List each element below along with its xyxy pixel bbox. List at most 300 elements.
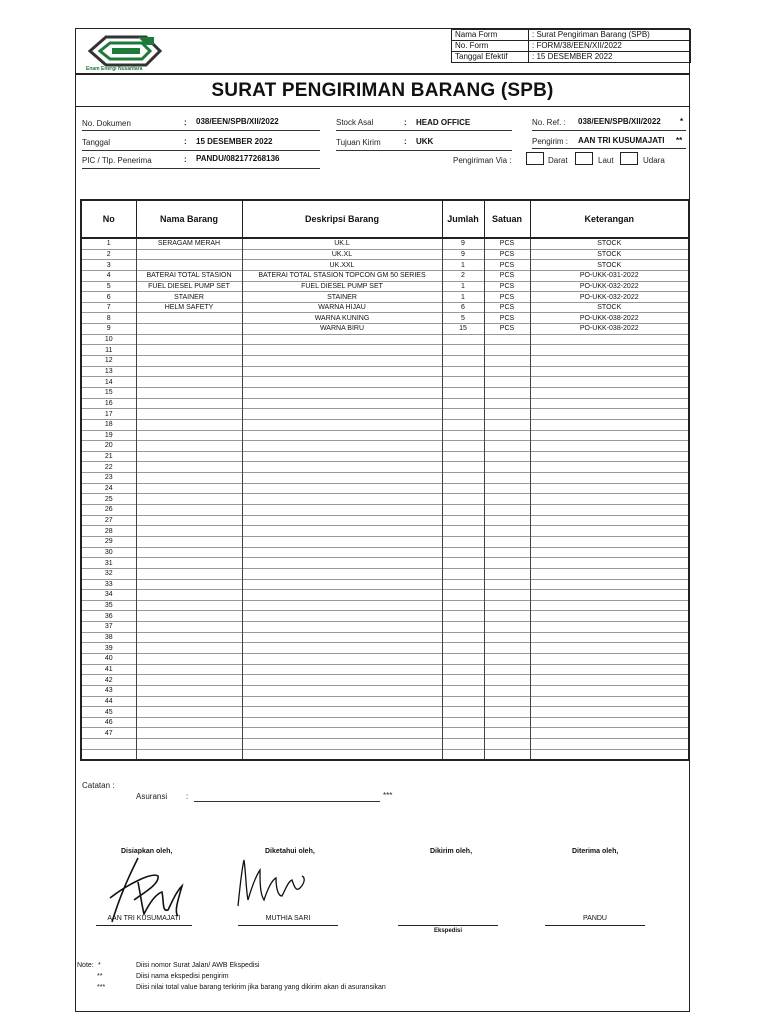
colon: :	[404, 118, 407, 127]
cell-satuan	[484, 600, 530, 611]
table-row	[81, 451, 689, 462]
cell-keterangan	[530, 451, 689, 462]
cell-jumlah	[442, 377, 484, 388]
cell-nama-barang: STAINER	[136, 292, 242, 303]
cell-nama-barang	[136, 419, 242, 430]
table-row	[81, 611, 689, 622]
cell-no: 33	[81, 579, 136, 590]
cell-no: 30	[81, 547, 136, 558]
table-row	[81, 547, 689, 558]
cell-nama-barang	[136, 728, 242, 739]
title-divider-bottom	[75, 106, 690, 107]
cell-keterangan	[530, 590, 689, 601]
cell-deskripsi	[242, 632, 442, 643]
cell-jumlah	[442, 685, 484, 696]
cell-deskripsi: UK.XL	[242, 249, 442, 260]
cell-satuan	[484, 505, 530, 516]
cell-nama-barang: BATERAI TOTAL STASION	[136, 270, 242, 281]
cell-deskripsi	[242, 419, 442, 430]
cell-deskripsi	[242, 473, 442, 484]
stock-asal-value: HEAD OFFICE	[416, 118, 471, 127]
cell-jumlah: 2	[442, 270, 484, 281]
cell-keterangan	[530, 568, 689, 579]
cell-no: 36	[81, 611, 136, 622]
cell-deskripsi	[242, 728, 442, 739]
table-row	[81, 536, 689, 547]
cell-deskripsi	[242, 664, 442, 675]
col-header-deskripsi: Deskripsi Barang	[242, 200, 442, 238]
note-text-1: Diisi nomor Surat Jalan/ AWB Ekspedisi	[136, 962, 260, 969]
cell-no: 39	[81, 643, 136, 654]
note-text-2: Diisi nama ekspedisi pengirim	[136, 973, 229, 980]
no-dokumen-value: 038/EEN/SPB/XII/2022	[196, 117, 279, 126]
cell-keterangan	[530, 526, 689, 537]
cell-keterangan: PO-UKK-032-2022	[530, 281, 689, 292]
cell-no	[81, 749, 136, 760]
cell-keterangan	[530, 675, 689, 686]
cell-nama-barang	[136, 579, 242, 590]
tujuan-kirim-value: UKK	[416, 137, 434, 146]
colon: :	[404, 137, 407, 146]
cell-nama-barang	[136, 717, 242, 728]
cell-keterangan	[530, 728, 689, 739]
colon: :	[184, 118, 187, 127]
cell-nama-barang	[136, 313, 242, 324]
cell-keterangan	[530, 749, 689, 760]
cell-keterangan: PO-UKK-038-2022	[530, 313, 689, 324]
form-info-label: No. Form	[452, 41, 529, 52]
cell-keterangan	[530, 494, 689, 505]
cell-nama-barang	[136, 536, 242, 547]
form-info-table	[451, 29, 691, 63]
cell-deskripsi	[242, 430, 442, 441]
table-row	[81, 324, 689, 335]
table-row	[81, 632, 689, 643]
cell-nama-barang	[136, 494, 242, 505]
table-row	[81, 366, 689, 377]
cell-jumlah	[442, 366, 484, 377]
table-row	[81, 483, 689, 494]
cell-keterangan: STOCK	[530, 260, 689, 271]
cell-nama-barang	[136, 334, 242, 345]
cell-deskripsi: BATERAI TOTAL STASION TOPCON GM 50 SERIES	[242, 270, 442, 281]
cell-deskripsi	[242, 462, 442, 473]
cell-no: 7	[81, 302, 136, 313]
cell-satuan	[484, 451, 530, 462]
cell-deskripsi	[242, 536, 442, 547]
cell-satuan	[484, 441, 530, 452]
cell-keterangan	[530, 685, 689, 696]
table-row	[81, 622, 689, 633]
pengirim-label: Pengirim :	[532, 137, 569, 146]
table-row	[81, 653, 689, 664]
dikirim-title: Dikirim oleh,	[430, 848, 473, 855]
cell-keterangan: PO-UKK-032-2022	[530, 292, 689, 303]
table-row	[81, 558, 689, 569]
cell-deskripsi	[242, 366, 442, 377]
cell-nama-barang	[136, 451, 242, 462]
cell-satuan: PCS	[484, 292, 530, 303]
cell-nama-barang	[136, 558, 242, 569]
laut-label: Laut	[598, 156, 614, 165]
cell-satuan	[484, 356, 530, 367]
cell-satuan	[484, 558, 530, 569]
cell-deskripsi: WARNA BIRU	[242, 324, 442, 335]
cell-jumlah	[442, 430, 484, 441]
cell-satuan	[484, 643, 530, 654]
pic-label: PIC / Tlp. Penerima	[82, 156, 152, 165]
cell-deskripsi	[242, 558, 442, 569]
cell-jumlah	[442, 387, 484, 398]
cell-satuan	[484, 462, 530, 473]
cell-satuan	[484, 664, 530, 675]
cell-keterangan: STOCK	[530, 238, 689, 249]
cell-deskripsi: WARNA HIJAU	[242, 302, 442, 313]
cell-jumlah	[442, 547, 484, 558]
cell-jumlah	[442, 653, 484, 664]
cell-deskripsi: UK.L	[242, 238, 442, 249]
cell-deskripsi	[242, 409, 442, 420]
cell-deskripsi	[242, 579, 442, 590]
cell-deskripsi	[242, 600, 442, 611]
cell-no: 42	[81, 675, 136, 686]
cell-jumlah: 6	[442, 302, 484, 313]
cell-jumlah	[442, 696, 484, 707]
cell-satuan	[484, 366, 530, 377]
cell-deskripsi	[242, 622, 442, 633]
form-info-row	[452, 52, 691, 63]
cell-nama-barang	[136, 526, 242, 537]
cell-keterangan	[530, 622, 689, 633]
cell-no: 3	[81, 260, 136, 271]
cell-satuan	[484, 419, 530, 430]
cell-keterangan	[530, 632, 689, 643]
cell-jumlah: 1	[442, 292, 484, 303]
cell-nama-barang	[136, 356, 242, 367]
cell-nama-barang	[136, 260, 242, 271]
cell-satuan	[484, 568, 530, 579]
col-header-nama-barang: Nama Barang	[136, 200, 242, 238]
cell-keterangan	[530, 473, 689, 484]
cell-no: 35	[81, 600, 136, 611]
cell-no: 14	[81, 377, 136, 388]
table-row	[81, 441, 689, 452]
cell-satuan: PCS	[484, 270, 530, 281]
cell-keterangan: STOCK	[530, 302, 689, 313]
cell-jumlah	[442, 398, 484, 409]
table-row	[81, 749, 689, 760]
cell-deskripsi	[242, 643, 442, 654]
cell-deskripsi	[242, 356, 442, 367]
cell-nama-barang	[136, 547, 242, 558]
cell-nama-barang	[136, 590, 242, 601]
cell-deskripsi	[242, 377, 442, 388]
darat-checkbox[interactable]	[526, 152, 544, 165]
cell-deskripsi	[242, 739, 442, 750]
cell-jumlah	[442, 739, 484, 750]
table-row	[81, 685, 689, 696]
table-row	[81, 590, 689, 601]
cell-satuan	[484, 675, 530, 686]
note-mark-2: **	[97, 973, 103, 980]
cell-deskripsi	[242, 611, 442, 622]
cell-nama-barang	[136, 622, 242, 633]
asuransi-mark: ***	[383, 791, 393, 800]
col-header-keterangan: Keterangan	[530, 200, 689, 238]
note-label: Note:	[77, 962, 94, 969]
cell-jumlah	[442, 473, 484, 484]
diketahui-title: Diketahui oleh,	[265, 848, 315, 855]
cell-satuan	[484, 632, 530, 643]
cell-jumlah	[442, 664, 484, 675]
table-row	[81, 579, 689, 590]
laut-checkbox[interactable]	[575, 152, 593, 165]
cell-no: 46	[81, 717, 136, 728]
cell-satuan	[484, 536, 530, 547]
table-row	[81, 356, 689, 367]
disiapkan-title: Disiapkan oleh,	[121, 848, 173, 855]
table-row	[81, 728, 689, 739]
cell-nama-barang	[136, 696, 242, 707]
cell-keterangan	[530, 377, 689, 388]
udara-checkbox[interactable]	[620, 152, 638, 165]
table-row	[81, 643, 689, 654]
cell-no: 29	[81, 536, 136, 547]
no-dokumen-label: No. Dokumen	[82, 119, 131, 128]
cell-no: 1	[81, 238, 136, 249]
cell-deskripsi	[242, 451, 442, 462]
cell-keterangan	[530, 717, 689, 728]
cell-jumlah	[442, 558, 484, 569]
cell-keterangan	[530, 398, 689, 409]
table-row	[81, 568, 689, 579]
cell-keterangan: PO-UKK-038-2022	[530, 324, 689, 335]
cell-satuan	[484, 398, 530, 409]
cell-jumlah	[442, 728, 484, 739]
cell-no: 8	[81, 313, 136, 324]
cell-jumlah	[442, 600, 484, 611]
cell-no: 19	[81, 430, 136, 441]
cell-keterangan: STOCK	[530, 249, 689, 260]
ekspedisi-label: Ekspedisi	[433, 928, 462, 934]
cell-nama-barang: SERAGAM MERAH	[136, 238, 242, 249]
table-row	[81, 302, 689, 313]
table-row	[81, 430, 689, 441]
cell-jumlah	[442, 611, 484, 622]
cell-no: 4	[81, 270, 136, 281]
table-row	[81, 281, 689, 292]
cell-deskripsi	[242, 334, 442, 345]
cell-no: 18	[81, 419, 136, 430]
cell-nama-barang	[136, 409, 242, 420]
cell-jumlah	[442, 590, 484, 601]
cell-no	[81, 739, 136, 750]
cell-nama-barang	[136, 685, 242, 696]
cell-no: 21	[81, 451, 136, 462]
pengirim-value: AAN TRI KUSUMAJATI	[578, 136, 665, 145]
cell-no: 2	[81, 249, 136, 260]
cell-satuan	[484, 707, 530, 718]
cell-no: 45	[81, 707, 136, 718]
cell-jumlah	[442, 568, 484, 579]
tanggal-label: Tanggal	[82, 138, 111, 147]
underline	[336, 150, 512, 151]
cell-deskripsi	[242, 387, 442, 398]
cell-nama-barang	[136, 398, 242, 409]
cell-deskripsi	[242, 696, 442, 707]
table-row	[81, 675, 689, 686]
cell-nama-barang	[136, 515, 242, 526]
cell-jumlah	[442, 462, 484, 473]
cell-no: 24	[81, 483, 136, 494]
cell-jumlah: 1	[442, 281, 484, 292]
cell-satuan	[484, 622, 530, 633]
form-info-label: Nama Form	[452, 30, 529, 41]
cell-jumlah	[442, 515, 484, 526]
cell-jumlah	[442, 483, 484, 494]
cell-keterangan	[530, 707, 689, 718]
table-row	[81, 707, 689, 718]
table-row	[81, 238, 689, 249]
table-row	[81, 387, 689, 398]
cell-deskripsi: FUEL DIESEL PUMP SET	[242, 281, 442, 292]
cell-satuan	[484, 717, 530, 728]
cell-no: 37	[81, 622, 136, 633]
signature-diketahui-image	[234, 856, 310, 912]
no-ref-label: No. Ref. :	[532, 118, 566, 127]
cell-nama-barang: FUEL DIESEL PUMP SET	[136, 281, 242, 292]
cell-deskripsi	[242, 515, 442, 526]
underline	[336, 130, 512, 131]
cell-keterangan	[530, 505, 689, 516]
table-row	[81, 505, 689, 516]
cell-keterangan	[530, 653, 689, 664]
cell-jumlah	[442, 451, 484, 462]
cell-satuan	[484, 430, 530, 441]
cell-jumlah	[442, 526, 484, 537]
table-row	[81, 473, 689, 484]
asuransi-colon: :	[186, 792, 189, 801]
cell-nama-barang	[136, 707, 242, 718]
cell-jumlah	[442, 419, 484, 430]
table-row	[81, 696, 689, 707]
cell-jumlah	[442, 494, 484, 505]
cell-satuan: PCS	[484, 302, 530, 313]
cell-satuan	[484, 749, 530, 760]
cell-deskripsi	[242, 547, 442, 558]
table-row	[81, 249, 689, 260]
cell-no: 22	[81, 462, 136, 473]
cell-no: 26	[81, 505, 136, 516]
udara-label: Udara	[643, 156, 665, 165]
signature-line	[238, 925, 338, 926]
cell-deskripsi	[242, 685, 442, 696]
form-info-value: : Surat Pengiriman Barang (SPB)	[529, 30, 691, 41]
table-row	[81, 334, 689, 345]
cell-nama-barang	[136, 611, 242, 622]
cell-deskripsi	[242, 749, 442, 760]
cell-keterangan	[530, 739, 689, 750]
cell-deskripsi	[242, 526, 442, 537]
cell-no: 28	[81, 526, 136, 537]
cell-nama-barang	[136, 664, 242, 675]
cell-keterangan	[530, 547, 689, 558]
form-info-label: Tanggal Efektif	[452, 52, 529, 63]
cell-nama-barang	[136, 739, 242, 750]
cell-nama-barang	[136, 324, 242, 335]
cell-no: 5	[81, 281, 136, 292]
cell-keterangan	[530, 409, 689, 420]
cell-no: 44	[81, 696, 136, 707]
cell-jumlah	[442, 409, 484, 420]
logo-text: Enam Energi Nusantara	[86, 66, 143, 72]
cell-no: 25	[81, 494, 136, 505]
cell-deskripsi	[242, 345, 442, 356]
cell-jumlah: 9	[442, 238, 484, 249]
table-row	[81, 419, 689, 430]
cell-keterangan	[530, 558, 689, 569]
underline	[532, 130, 686, 131]
underline	[82, 150, 320, 151]
note-text-3: Diisi nilai total value barang terkirim jika barang yang dikirim akan di asuransikan	[136, 984, 386, 991]
cell-jumlah	[442, 441, 484, 452]
page-title: SURAT PENGIRIMAN BARANG (SPB)	[211, 80, 554, 101]
table-row	[81, 515, 689, 526]
signer-name-diterima: PANDU	[583, 915, 607, 922]
cell-keterangan	[530, 600, 689, 611]
cell-keterangan	[530, 462, 689, 473]
cell-nama-barang	[136, 568, 242, 579]
cell-jumlah	[442, 334, 484, 345]
cell-keterangan	[530, 696, 689, 707]
table-row	[81, 600, 689, 611]
cell-deskripsi	[242, 675, 442, 686]
cell-no: 16	[81, 398, 136, 409]
cell-deskripsi	[242, 707, 442, 718]
asuransi-field[interactable]	[194, 801, 380, 802]
form-info-value: : 15 DESEMBER 2022	[529, 52, 691, 63]
table-row	[81, 313, 689, 324]
table-row	[81, 398, 689, 409]
cell-nama-barang	[136, 600, 242, 611]
cell-deskripsi	[242, 653, 442, 664]
cell-satuan	[484, 611, 530, 622]
cell-keterangan	[530, 430, 689, 441]
cell-no: 13	[81, 366, 136, 377]
cell-satuan: PCS	[484, 313, 530, 324]
col-header-no: No	[81, 200, 136, 238]
cell-nama-barang	[136, 473, 242, 484]
cell-satuan	[484, 494, 530, 505]
cell-keterangan	[530, 611, 689, 622]
cell-nama-barang	[136, 377, 242, 388]
signer-name-disiapkan: AAN TRI KUSUMAJATI	[107, 915, 181, 922]
cell-no: 31	[81, 558, 136, 569]
cell-jumlah	[442, 643, 484, 654]
cell-keterangan	[530, 515, 689, 526]
cell-satuan	[484, 590, 530, 601]
underline	[532, 148, 686, 149]
cell-no: 12	[81, 356, 136, 367]
cell-deskripsi	[242, 483, 442, 494]
cell-nama-barang	[136, 505, 242, 516]
table-row	[81, 292, 689, 303]
table-row	[81, 377, 689, 388]
col-header-jumlah: Jumlah	[442, 200, 484, 238]
tanggal-value: 15 DESEMBER 2022	[196, 137, 273, 146]
cell-satuan	[484, 409, 530, 420]
cell-nama-barang	[136, 632, 242, 643]
